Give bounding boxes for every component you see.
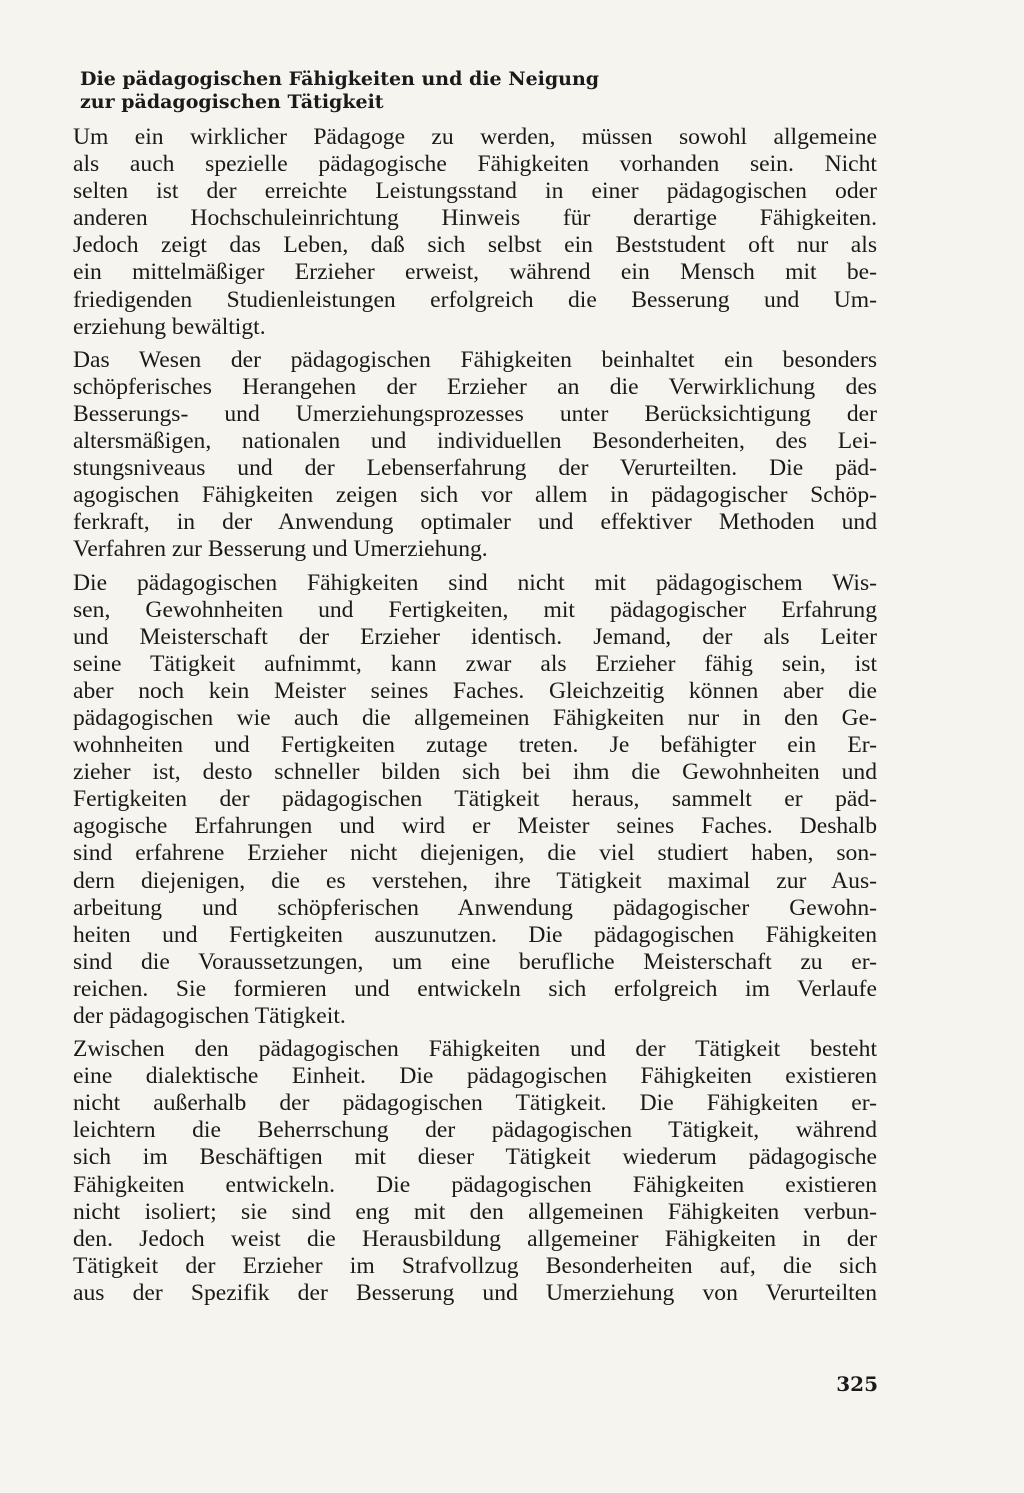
- text-line: reichen. Sie formieren und entwickeln sich erfolgreich im Verlaufe: [73, 975, 877, 1002]
- page-number: 325: [836, 1372, 878, 1396]
- heading-line: zur pädagogischen Tätigkeit: [80, 91, 384, 113]
- paragraph-4: [73, 1036, 877, 1307]
- text-line: friedigenden Studienleistungen erfolgreich die Besserung und Um-: [73, 286, 877, 313]
- text-line: als auch spezielle pädagogische Fähigkeiten vorhanden sein. Nicht: [73, 151, 877, 178]
- text-line: Tätigkeit der Erzieher im Strafvollzug Besonderheiten auf, die sich: [73, 1252, 877, 1279]
- text-line: Das Wesen der pädagogischen Fähigkeiten beinhaltet ein besonders: [73, 346, 877, 373]
- text-line: agogische Erfahrungen und wird er Meister seines Faches. Deshalb: [73, 813, 877, 840]
- text-line: Fähigkeiten entwickeln. Die pädagogischen Fähigkeiten existieren: [73, 1171, 877, 1198]
- text-line: agogischen Fähigkeiten zeigen sich vor allem in pädagogischer Schöp-: [73, 482, 877, 509]
- text-line: eine dialektische Einheit. Die pädagogischen Fähigkeiten existieren: [73, 1063, 877, 1090]
- text-line: zieher ist, desto schneller bilden sich bei ihm die Gewohnheiten und: [73, 759, 877, 786]
- text-line: sen, Gewohnheiten und Fertigkeiten, mit pädagogischer Erfahrung: [73, 596, 877, 623]
- text-line: sind erfahrene Erzieher nicht diejenigen, die viel studiert haben, son-: [73, 840, 877, 867]
- text-line: ferkraft, in der Anwendung optimaler und effektiver Methoden und: [73, 509, 877, 536]
- text-line: Jedoch zeigt das Leben, daß sich selbst ein Beststudent oft nur als: [73, 232, 877, 259]
- text-line: stungsniveaus und der Lebenserfahrung der Verurteilten. Die päd-: [73, 455, 877, 482]
- text-line: ein mittelmäßiger Erzieher erweist, während ein Mensch mit be-: [73, 259, 877, 286]
- text-line: wohnheiten und Fertigkeiten zutage treten. Je befähigter ein Er-: [73, 732, 877, 759]
- text-line: nicht isoliert; sie sind eng mit den allgemeinen Fähigkeiten verbun-: [73, 1198, 877, 1225]
- text-line: altersmäßigen, nationalen und individuellen Besonderheiten, des Lei-: [73, 428, 877, 455]
- text-line: aus der Spezifik der Besserung und Umerziehung von Verurteilten: [73, 1279, 877, 1306]
- text-line: Die pädagogischen Fähigkeiten sind nicht mit pädagogischem Wis-: [73, 569, 877, 596]
- text-line: nicht außerhalb der pädagogischen Tätigkeit. Die Fähigkeiten er-: [73, 1090, 877, 1117]
- section-heading: [80, 68, 877, 114]
- text-line: Fertigkeiten der pädagogischen Tätigkeit heraus, sammelt er päd-: [73, 786, 877, 813]
- text-line: aber noch kein Meister seines Faches. Gleichzeitig können aber die: [73, 677, 877, 704]
- text-line: den. Jedoch weist die Herausbildung allgemeiner Fähigkeiten in der: [73, 1225, 877, 1252]
- text-line: seine Tätigkeit aufnimmt, kann zwar als Erzieher fähig sein, ist: [73, 650, 877, 677]
- text-line: pädagogischen wie auch die allgemeinen Fähigkeiten nur in den Ge-: [73, 704, 877, 731]
- text-line: sich im Beschäftigen mit dieser Tätigkeit wiederum pädagogische: [73, 1144, 877, 1171]
- text-line: Verfahren zur Besserung und Umerziehung.: [73, 536, 488, 563]
- paragraph-3: [73, 570, 877, 1031]
- text-line: Zwischen den pädagogischen Fähigkeiten und der Tätigkeit besteht: [73, 1036, 877, 1063]
- text-line: sind die Voraussetzungen, um eine berufliche Meisterschaft zu er-: [73, 948, 877, 975]
- text-line: Um ein wirklicher Pädagoge zu werden, müssen sowohl allgemeine: [73, 124, 877, 150]
- text-line: der pädagogischen Tätigkeit.: [73, 1003, 346, 1029]
- text-line: leichtern die Beherrschung der pädagogischen Tätigkeit, während: [73, 1117, 877, 1144]
- text-line: Besserungs- und Umerziehungsprozesses unter Berücksichtigung der: [73, 400, 877, 427]
- text-line: schöpferisches Herangehen der Erzieher an die Verwirklichung des: [73, 373, 877, 400]
- heading-line: Die pädagogischen Fähigkeiten und die Neigung: [80, 68, 600, 90]
- paragraph-2: [73, 347, 877, 564]
- paragraph-1: [73, 124, 877, 341]
- text-line: erziehung bewältigt.: [73, 313, 266, 340]
- text-line: anderen Hochschuleinrichtung Hinweis für derartige Fähigkeiten.: [73, 205, 877, 232]
- text-line: arbeitung und schöpferischen Anwendung pädagogischer Gewohn-: [73, 894, 877, 921]
- text-line: heiten und Fertigkeiten auszunutzen. Die pädagogischen Fähigkeiten: [73, 921, 877, 948]
- text-line: selten ist der erreichte Leistungsstand in einer pädagogischen oder: [73, 178, 877, 205]
- page-body: [73, 68, 877, 1313]
- text-line: und Meisterschaft der Erzieher identisch. Jemand, der als Leiter: [73, 623, 877, 650]
- text-line: dern diejenigen, die es verstehen, ihre Tätigkeit maximal zur Aus-: [73, 867, 877, 894]
